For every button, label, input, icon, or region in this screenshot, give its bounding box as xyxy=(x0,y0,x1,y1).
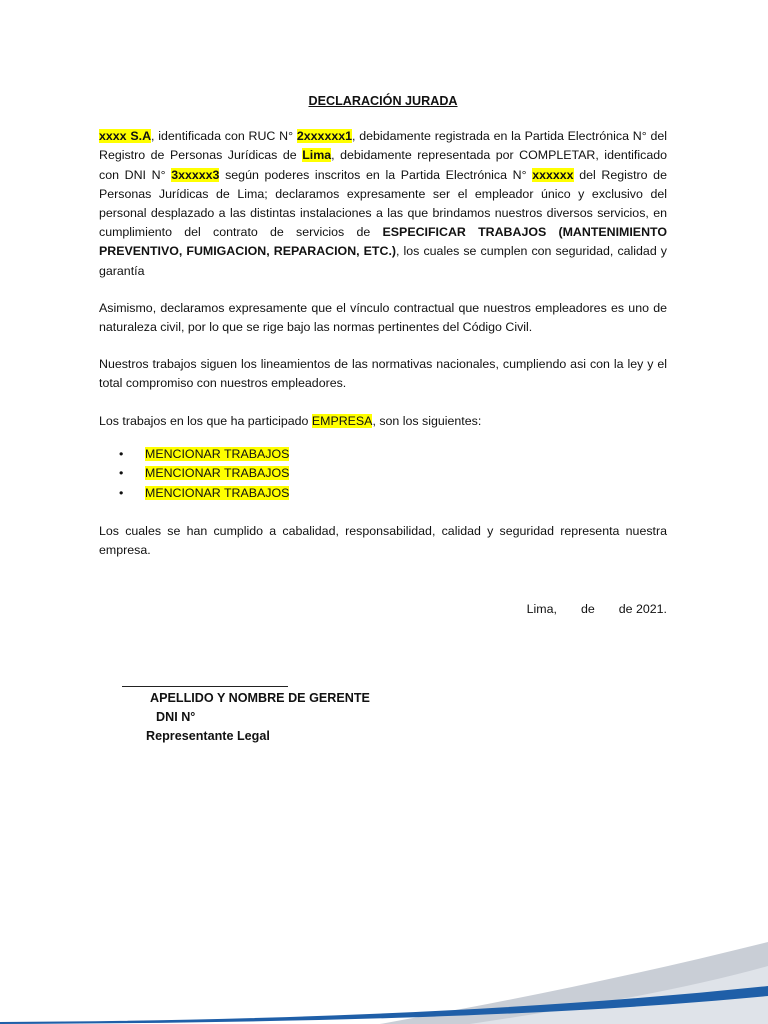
dni-placeholder: 3xxxxx3 xyxy=(171,167,220,182)
signatory-dni: DNI N° xyxy=(156,710,196,724)
ruc-placeholder: 2xxxxxx1 xyxy=(296,129,353,144)
document-title: DECLARACIÓN JURADA xyxy=(308,94,458,108)
text-segment: del Registro de Personas Jurídicas de Lima; declaramos expresamente ser el empleador único y exclusivo del personal desplazado a las distintas instalaciones a las que brindamos nuestros diversos servicios, en cumplimiento del contrato de servicios de xyxy=(99,167,667,240)
paragraph-contract-nature: Asimismo, declaramos expresamente que el vínculo contractual que nuestros empleadores es uno de naturaleza civil, por lo que se rige bajo las normas pertinentes del Código Civil. xyxy=(99,300,667,335)
text-segment: , los cuales se cumplen con seguridad, calidad y garantía xyxy=(99,244,667,278)
text-segment: , son los siguientes: xyxy=(372,413,482,428)
empresa-placeholder: EMPRESA xyxy=(311,413,373,428)
paragraph-compliance: Nuestros trabajos siguen los lineamientos de las normativas nacionales, cumpliendo asi con la ley y el total compromiso con nuestros empleadores. xyxy=(99,357,667,391)
text-segment: Los trabajos en los que ha participado xyxy=(99,413,312,428)
signatory-name: APELLIDO Y NOMBRE DE GERENTE xyxy=(150,691,370,705)
partida-placeholder: xxxxxx xyxy=(532,167,574,182)
works-list xyxy=(99,445,667,504)
signature-block xyxy=(122,676,370,746)
date-city: Lima, xyxy=(526,602,557,617)
work-placeholder: MENCIONAR TRABAJOS xyxy=(145,466,290,481)
signature-line xyxy=(122,676,288,687)
text-segment: según poderes inscritos en la Partida Electrónica N° xyxy=(219,167,533,182)
text-segment: , debidamente representada por COMPLETAR, identificado con DNI N° xyxy=(99,148,667,182)
date-line xyxy=(99,600,667,619)
document-body xyxy=(99,92,667,619)
text-segment: , identificada con RUC N° xyxy=(151,129,297,144)
company-name-placeholder: xxxx S.A xyxy=(99,129,152,144)
paragraph-company-declaration xyxy=(99,127,667,281)
list-item xyxy=(99,445,667,465)
list-item xyxy=(99,484,667,504)
signatory-role: Representante Legal xyxy=(146,729,270,743)
list-item xyxy=(99,464,667,484)
footer-wave-decoration xyxy=(0,904,768,1024)
city-placeholder: Lima xyxy=(302,148,332,163)
paragraph-closing: Los cuales se han cumplido a cabalidad, responsabilidad, calidad y seguridad representa nuestra empresa. xyxy=(99,523,667,557)
work-placeholder: MENCIONAR TRABAJOS xyxy=(145,486,290,501)
date-year: de 2021. xyxy=(618,602,667,617)
date-day-de: de xyxy=(580,602,595,617)
paragraph-works-intro xyxy=(99,412,667,431)
work-placeholder: MENCIONAR TRABAJOS xyxy=(145,446,290,461)
services-placeholder: ESPECIFICAR TRABAJOS (MANTENIMIENTO PREVENTIVO, FUMIGACION, REPARACION, ETC.) xyxy=(99,225,668,259)
text-segment: , debidamente registrada en la Partida Electrónica N° del Registro de Personas Jurídicas de xyxy=(99,129,667,163)
